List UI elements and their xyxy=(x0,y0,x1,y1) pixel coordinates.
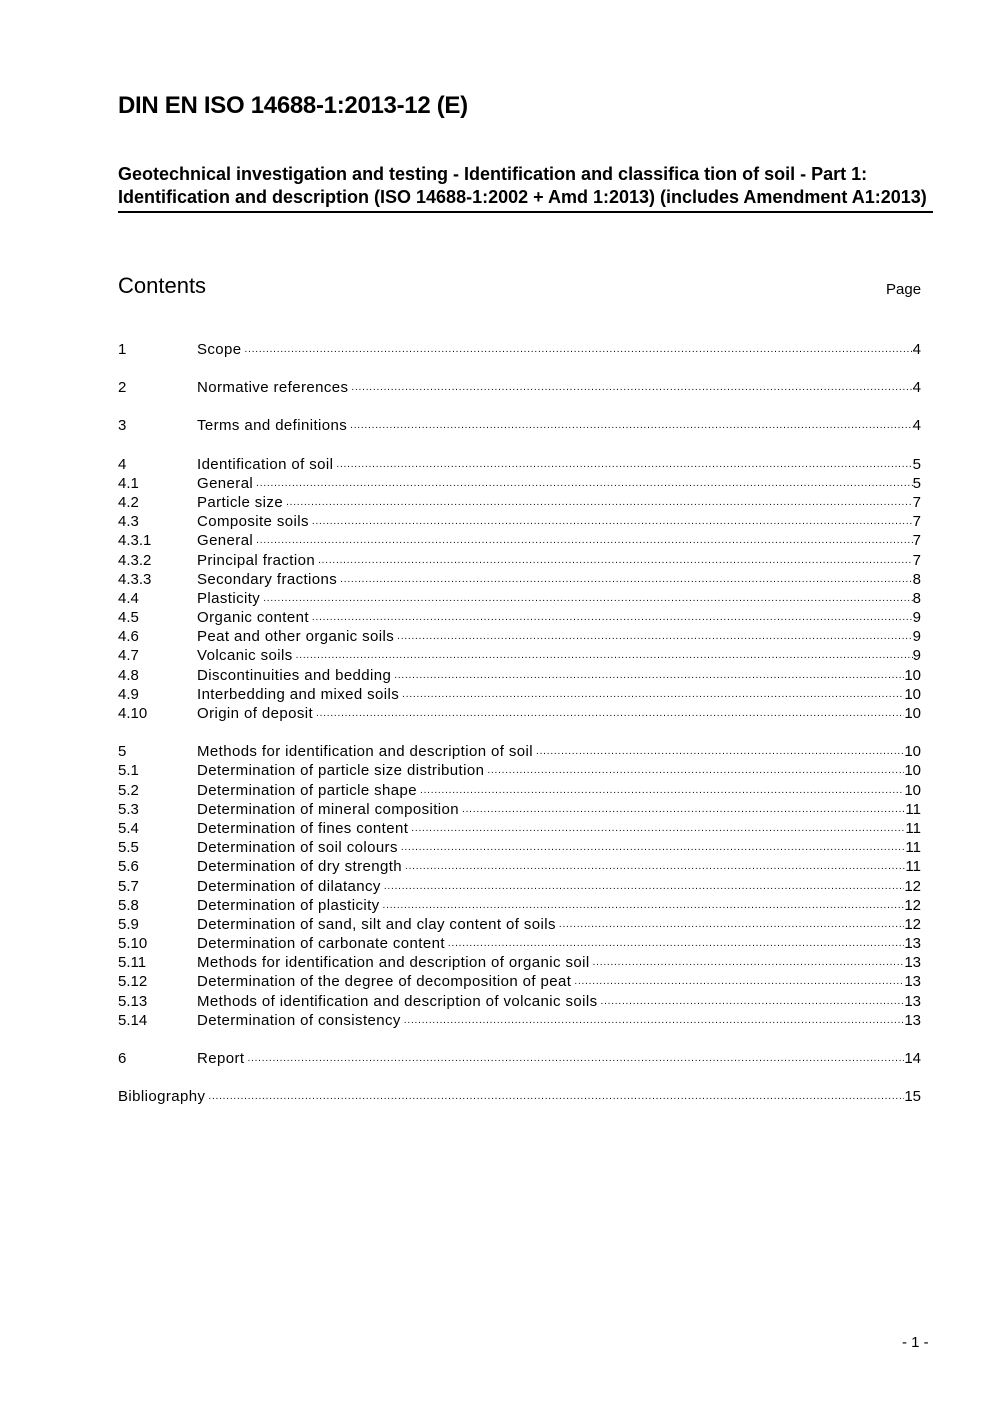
toc-entry-line xyxy=(118,1087,921,1106)
toc-entry[interactable] xyxy=(118,627,921,646)
toc-entry-page: 15 xyxy=(904,1088,921,1106)
toc-entry-line xyxy=(197,896,921,915)
toc-entry-number: 4.2 xyxy=(118,493,139,511)
toc-entry[interactable] xyxy=(118,455,921,474)
toc-entry-line xyxy=(197,646,921,665)
toc-entry-title[interactable]: Composite soils xyxy=(197,513,309,531)
toc-dot-leader xyxy=(286,493,913,512)
toc-entry-line xyxy=(197,838,921,857)
toc-entry-number: 1 xyxy=(118,341,127,358)
toc-entry-line xyxy=(197,455,921,474)
toc-entry-title[interactable]: Methods for identification and description of soil xyxy=(197,743,534,761)
toc-entry-title[interactable]: Determination of fines content xyxy=(197,819,409,837)
toc-entry-title[interactable]: Determination of mineral composition xyxy=(197,800,460,818)
toc-entry-number: 5.4 xyxy=(118,819,139,837)
toc-entry-title[interactable]: Determination of dilatancy xyxy=(197,877,381,895)
toc-entry-title[interactable]: Methods for identification and description of organic soil xyxy=(197,954,590,972)
toc-entry[interactable] xyxy=(118,493,921,512)
toc-dot-leader xyxy=(263,589,912,608)
toc-entry-line xyxy=(197,1049,921,1068)
toc-entry-title[interactable]: Methods of identification and description of volcanic soils xyxy=(197,992,598,1010)
toc-entry[interactable] xyxy=(118,704,921,723)
toc-entry-title[interactable]: General xyxy=(197,474,254,492)
toc-entry-line xyxy=(197,627,921,646)
toc-entry[interactable] xyxy=(118,800,921,819)
document-title: DIN EN ISO 14688-1:2013-12 (E) xyxy=(118,92,468,119)
toc-dot-leader xyxy=(536,742,904,761)
toc-entry-number: 5.5 xyxy=(118,839,139,857)
toc-entry[interactable] xyxy=(118,1087,921,1106)
toc-dot-leader xyxy=(448,934,904,953)
toc-entry-line xyxy=(197,800,921,819)
toc-entry-page: 4 xyxy=(912,379,921,397)
toc-entry-number: 4.9 xyxy=(118,685,139,703)
toc-entry-number: 5.9 xyxy=(118,915,139,933)
toc-entry-title[interactable]: Particle size xyxy=(197,493,284,511)
toc-dot-leader xyxy=(411,819,905,838)
toc-entry-page: 10 xyxy=(904,743,921,761)
toc-entry-title[interactable]: Plasticity xyxy=(197,589,261,607)
toc-entry[interactable] xyxy=(118,761,921,780)
toc-dot-leader xyxy=(296,646,913,665)
toc-entry-page: 9 xyxy=(912,647,921,665)
toc-entry-number: 3 xyxy=(118,417,127,435)
toc-entry-line xyxy=(197,972,921,991)
toc-entry[interactable] xyxy=(118,819,921,838)
page-number-footer: - 1 - xyxy=(902,1334,929,1351)
toc-entry-line xyxy=(197,704,921,723)
toc-entry[interactable] xyxy=(118,972,921,991)
toc-entry-line xyxy=(197,685,921,704)
toc-dot-leader xyxy=(383,896,905,915)
toc-entry-line xyxy=(197,378,921,397)
toc-entry[interactable] xyxy=(118,531,921,550)
toc-entry[interactable] xyxy=(118,992,921,1011)
toc-dot-leader xyxy=(600,992,904,1011)
toc-entry-number: 4.5 xyxy=(118,609,139,627)
toc-dot-leader xyxy=(351,378,912,397)
toc-entry-page: 7 xyxy=(912,513,921,531)
toc-entry-title[interactable]: Determination of particle shape xyxy=(197,781,418,799)
toc-entry-page: 4 xyxy=(912,417,921,435)
toc-entry-page: 7 xyxy=(912,551,921,569)
toc-entry-number: 5.7 xyxy=(118,877,139,895)
toc-entry-page: 7 xyxy=(912,532,921,550)
toc-entry-number: 5.12 xyxy=(118,973,148,991)
toc-entry-page: 8 xyxy=(912,589,921,607)
toc-dot-leader xyxy=(394,666,904,685)
toc-entry-title[interactable]: Determination of soil colours xyxy=(197,839,398,857)
toc-entry-title[interactable]: Organic content xyxy=(197,609,309,627)
toc-dot-leader xyxy=(340,570,912,589)
toc-dot-leader xyxy=(312,512,913,531)
toc-entry-title[interactable]: Discontinuities and bedding xyxy=(197,666,392,684)
toc-entry-title[interactable]: Report xyxy=(197,1050,245,1067)
toc-entry-line xyxy=(197,589,921,608)
toc-entry-page: 5 xyxy=(912,455,921,473)
toc-entry-title[interactable]: Principal fraction xyxy=(197,551,316,569)
toc-entry-number: 5.3 xyxy=(118,800,139,818)
toc-entry-number: 5.8 xyxy=(118,896,139,914)
toc-entry[interactable] xyxy=(118,838,921,857)
toc-entry-line xyxy=(197,992,921,1011)
toc-entry-line xyxy=(197,570,921,589)
toc-entry-title[interactable]: Determination of sand, silt and clay content of soils xyxy=(197,915,556,933)
toc-entry-title[interactable]: Determination of particle size distribution xyxy=(197,762,485,780)
toc-dot-leader xyxy=(318,551,913,570)
toc-dot-leader xyxy=(401,838,906,857)
toc-entry-number: 5.13 xyxy=(118,992,148,1010)
toc-entry-page: 9 xyxy=(912,609,921,627)
toc-entry-title[interactable]: General xyxy=(197,532,254,550)
toc-entry-line xyxy=(197,340,921,359)
toc-entry-number: 4.3.1 xyxy=(118,532,152,550)
toc-dot-leader xyxy=(574,972,904,991)
toc-entry-page: 13 xyxy=(904,954,921,972)
toc-entry-page: 10 xyxy=(904,781,921,799)
toc-dot-leader xyxy=(245,340,913,359)
toc-entry[interactable] xyxy=(118,340,921,359)
toc-entry-number: 2 xyxy=(118,379,127,397)
toc-entry-page: 10 xyxy=(904,685,921,703)
toc-entry-number: 5.11 xyxy=(118,954,147,972)
toc-entry-number: 5.1 xyxy=(118,762,139,780)
toc-entry[interactable] xyxy=(118,953,921,972)
toc-entry-title[interactable]: Bibliography xyxy=(118,1088,206,1106)
toc-entry[interactable] xyxy=(118,512,921,531)
toc-entry-page: 9 xyxy=(912,628,921,646)
toc-entry-number: 4.3.3 xyxy=(118,570,152,588)
toc-entry-line xyxy=(197,474,921,493)
toc-entry-line xyxy=(197,493,921,512)
toc-entry-line xyxy=(197,819,921,838)
contents-heading: Contents xyxy=(118,273,207,298)
toc-entry[interactable] xyxy=(118,416,921,435)
toc-entry-title[interactable]: Identification of soil xyxy=(197,455,334,473)
toc-entry[interactable] xyxy=(118,570,921,589)
toc-dot-leader xyxy=(384,877,904,896)
toc-entry-page: 12 xyxy=(904,896,921,914)
toc-entry-number: 5.6 xyxy=(118,858,139,876)
toc-entry-title[interactable]: Origin of deposit xyxy=(197,705,314,722)
toc-entry-page: 4 xyxy=(912,341,921,358)
toc-dot-leader xyxy=(559,915,904,934)
toc-entry-page: 14 xyxy=(904,1050,921,1067)
toc-entry-number: 4.4 xyxy=(118,589,139,607)
toc-dot-leader xyxy=(404,1011,905,1030)
toc-entry-page: 12 xyxy=(904,877,921,895)
toc-entry-page: 5 xyxy=(912,474,921,492)
toc-dot-leader xyxy=(420,781,904,800)
toc-entry[interactable] xyxy=(118,685,921,704)
table-of-contents xyxy=(118,340,921,1106)
toc-entry[interactable] xyxy=(118,378,921,397)
toc-entry-page: 11 xyxy=(905,819,921,837)
toc-entry-line xyxy=(197,915,921,934)
toc-entry-line xyxy=(197,531,921,550)
toc-dot-leader xyxy=(312,608,913,627)
toc-dot-leader xyxy=(208,1087,904,1106)
toc-entry[interactable] xyxy=(118,915,921,934)
toc-entry-page: 7 xyxy=(912,493,921,511)
toc-dot-leader xyxy=(593,953,905,972)
toc-dot-leader xyxy=(350,416,913,435)
toc-entry-line xyxy=(197,608,921,627)
toc-entry-line xyxy=(197,781,921,800)
toc-entry[interactable] xyxy=(118,1011,921,1030)
toc-entry[interactable] xyxy=(118,857,921,876)
toc-entry-line xyxy=(197,416,921,435)
toc-entry-page: 11 xyxy=(905,858,921,876)
toc-entry-title[interactable]: Peat and other organic soils xyxy=(197,628,395,646)
toc-entry-title[interactable]: Scope xyxy=(197,341,242,358)
toc-entry-line xyxy=(197,761,921,780)
toc-entry-number: 4.3.2 xyxy=(118,551,152,569)
toc-entry-number: 4.1 xyxy=(118,474,139,492)
toc-entry-title[interactable]: Secondary fractions xyxy=(197,570,338,588)
toc-dot-leader xyxy=(402,685,904,704)
toc-entry-title[interactable]: Normative references xyxy=(197,379,349,397)
toc-dot-leader xyxy=(336,455,912,474)
toc-entry[interactable] xyxy=(118,589,921,608)
toc-dot-leader xyxy=(247,1049,904,1068)
toc-entry-line xyxy=(197,877,921,896)
toc-entry[interactable] xyxy=(118,646,921,665)
toc-entry-line xyxy=(197,934,921,953)
toc-entry[interactable] xyxy=(118,474,921,493)
toc-entry-page: 12 xyxy=(904,915,921,933)
toc-entry[interactable] xyxy=(118,742,921,761)
toc-entry-page: 10 xyxy=(904,666,921,684)
toc-entry-number: 4 xyxy=(118,455,127,473)
toc-dot-leader xyxy=(397,627,913,646)
toc-entry[interactable] xyxy=(118,608,921,627)
toc-entry-line xyxy=(197,666,921,685)
toc-entry-number: 5.2 xyxy=(118,781,139,799)
toc-entry-number: 4.7 xyxy=(118,647,139,665)
toc-dot-leader xyxy=(405,857,905,876)
toc-entry-title[interactable]: Determination of consistency xyxy=(197,1011,401,1029)
toc-entry-page: 10 xyxy=(904,762,921,780)
toc-dot-leader xyxy=(256,531,912,550)
toc-entry-page: 11 xyxy=(905,839,921,857)
toc-entry-number: 5.10 xyxy=(118,935,148,953)
document-subtitle: Geotechnical investigation and testing - Identification and classifica tion of soil - Part 1: Identification and description (ISO 14688-1:2002 + Amd 1:2013) (includes Amendment A1:2013) xyxy=(118,163,933,213)
toc-entry-line xyxy=(197,857,921,876)
toc-entry-title[interactable]: Determination of the degree of decomposition of peat xyxy=(197,973,572,991)
toc-entry-page: 11 xyxy=(905,800,921,818)
toc-entry-line xyxy=(197,742,921,761)
toc-entry-line xyxy=(197,1011,921,1030)
toc-entry-page: 8 xyxy=(912,570,921,588)
toc-dot-leader xyxy=(256,474,912,493)
toc-entry[interactable] xyxy=(118,551,921,570)
toc-entry-number: 4.8 xyxy=(118,666,139,684)
toc-entry-number: 5 xyxy=(118,743,127,761)
toc-entry-page: 13 xyxy=(904,973,921,991)
toc-entry-title[interactable]: Volcanic soils xyxy=(197,647,293,665)
toc-entry-number: 6 xyxy=(118,1050,127,1067)
toc-dot-leader xyxy=(316,704,904,723)
toc-entry[interactable] xyxy=(118,1049,921,1068)
toc-entry-line xyxy=(197,551,921,570)
toc-entry[interactable] xyxy=(118,666,921,685)
toc-entry-number: 4.6 xyxy=(118,628,139,646)
toc-entry[interactable] xyxy=(118,781,921,800)
toc-entry-title[interactable]: Determination of carbonate content xyxy=(197,935,445,953)
page-column-heading: Page xyxy=(886,281,922,298)
toc-entry-title[interactable]: Determination of dry strength xyxy=(197,858,403,876)
toc-entry-title[interactable]: Terms and definitions xyxy=(197,417,348,435)
toc-entry-number: 5.14 xyxy=(118,1011,148,1029)
toc-entry-number: 4.3 xyxy=(118,513,139,531)
toc-entry-title[interactable]: Determination of plasticity xyxy=(197,896,380,914)
toc-entry-page: 13 xyxy=(904,992,921,1010)
toc-entry[interactable] xyxy=(118,934,921,953)
toc-entry-title[interactable]: Interbedding and mixed soils xyxy=(197,685,400,703)
toc-entry-page: 13 xyxy=(904,935,921,953)
toc-entry-number: 4.10 xyxy=(118,705,148,722)
toc-dot-leader xyxy=(462,800,905,819)
toc-entry[interactable] xyxy=(118,877,921,896)
toc-entry-line xyxy=(197,512,921,531)
toc-entry[interactable] xyxy=(118,896,921,915)
toc-entry-page: 10 xyxy=(904,705,921,722)
toc-dot-leader xyxy=(487,761,904,780)
toc-entry-line xyxy=(197,953,921,972)
toc-entry-page: 13 xyxy=(904,1011,921,1029)
